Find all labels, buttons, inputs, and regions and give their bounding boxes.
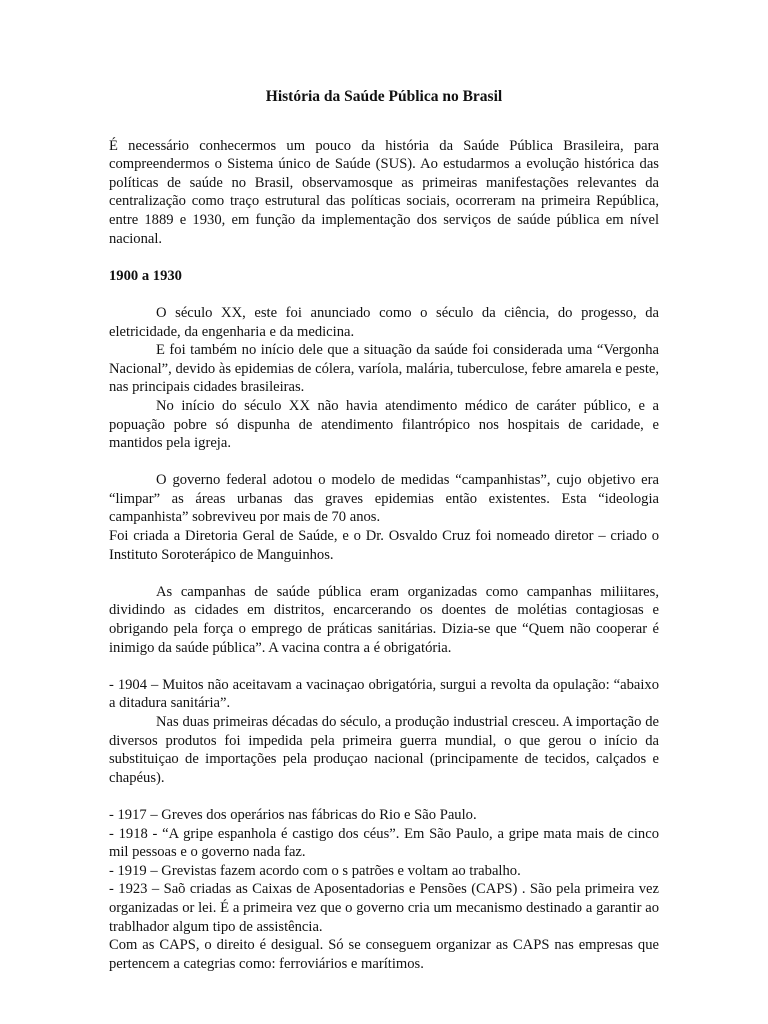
document-title: História da Saúde Pública no Brasil: [265, 88, 503, 105]
paragraph-industrial: Nas duas primeiras décadas do século, a produção industrial cresceu. A importação de diversos produtos foi impedida pela primeira guerra mundial, o que gerou o início da substituiçao de importações pela produçao nacional (principamente de tecidos, calçados e chapéus).: [109, 714, 659, 786]
intro-paragraph: É necessário conhecermos um pouco da história da Saúde Pública Brasileira, para compreendermos o Sistema único de Saúde (SUS). Ao estudarmos a evolução histórica das políticas de saúde no Brasil, observamosque as primeiras manifestações relevantes da centralização como traço estrutural das políticas sociais, ocorreram na primeira República, entre 1889 e 1930, em função da implementação dos serviços de saúde pública em nível nacional.: [109, 137, 659, 247]
paragraph-campanhistas: O governo federal adotou o modelo de medidas “campanhistas”, cujo objetivo era “limpar” as áreas urbanas das graves epidemias então existentes. Esta “ideologia campanhista” sobreviveu por mais de 70 anos.: [109, 472, 659, 526]
paragraph-caps: Com as CAPS, o direito é desigual. Só se conseguem organizar as CAPS nas empresas que pertencem a categrias como: ferroviários e marítimos.: [109, 937, 659, 972]
paragraph-1919: - 1919 – Grevistas fazem acordo com o s patrões e voltam ao trabalho.: [109, 862, 521, 879]
document-page: [109, 88, 659, 973]
paragraph-1904: - 1904 – Muitos não aceitavam a vacinaçao obrigatória, surgui a revolta da opulação: “abaixo a ditadura sanitária”.: [109, 676, 659, 712]
paragraph-1923: - 1923 – Saõ criadas as Caixas de Aposentadorias e Pensões (CAPS) . São pela primeira vez organizadas or lei. É a primeira vez que o governo cria um mecanismo destinado a garantir ao trablhador algum tipo de assistência.: [109, 881, 659, 935]
paragraph-atendimento: No início do século XX não havia atendimento médico de caráter público, e a popuação pobre só dispunha de atendimento filantrópico nos hospitais de caridade, e mantidos pela igreja.: [109, 397, 659, 452]
paragraph-campanhas: As campanhas de saúde pública eram organizadas como campanhas miliitares, dividindo as cidades em distritos, encarcerando os doentes de molétias contagiosas e obrigando pela força o emprego de práticas sanitárias. Dizia-se que “Quem não cooperar é inimigo da saúde pública”. A vacina contra a é obrigatória.: [109, 583, 659, 656]
paragraph-diretoria: Foi criada a Diretoria Geral de Saúde, e o Dr. Osvaldo Cruz foi nomeado diretor – criado o Instituto Soroterápico de Manguinhos.: [109, 528, 659, 563]
paragraph-vergonha-nacional: E foi também no início dele que a situação da saúde foi considerada uma “Vergonha Nacional”, devido às epidemias de cólera, varíola, malária, tuberculose, febre amarela e peste, nas principais cidades brasileiras.: [109, 342, 659, 396]
paragraph-1918: - 1918 - “A gripe espanhola é castigo dos céus”. Em São Paulo, a gripe mata mais de cinco mil pessoas e o governo nada faz.: [109, 825, 659, 861]
paragraph-seculo-xx: O século XX, este foi anunciado como o século da ciência, do progesso, da eletricidade, da engenharia e da medicina.: [109, 304, 659, 340]
section-heading: 1900 a 1930: [109, 267, 182, 284]
paragraph-1917: - 1917 – Greves dos operários nas fábricas do Rio e São Paulo.: [109, 806, 477, 823]
